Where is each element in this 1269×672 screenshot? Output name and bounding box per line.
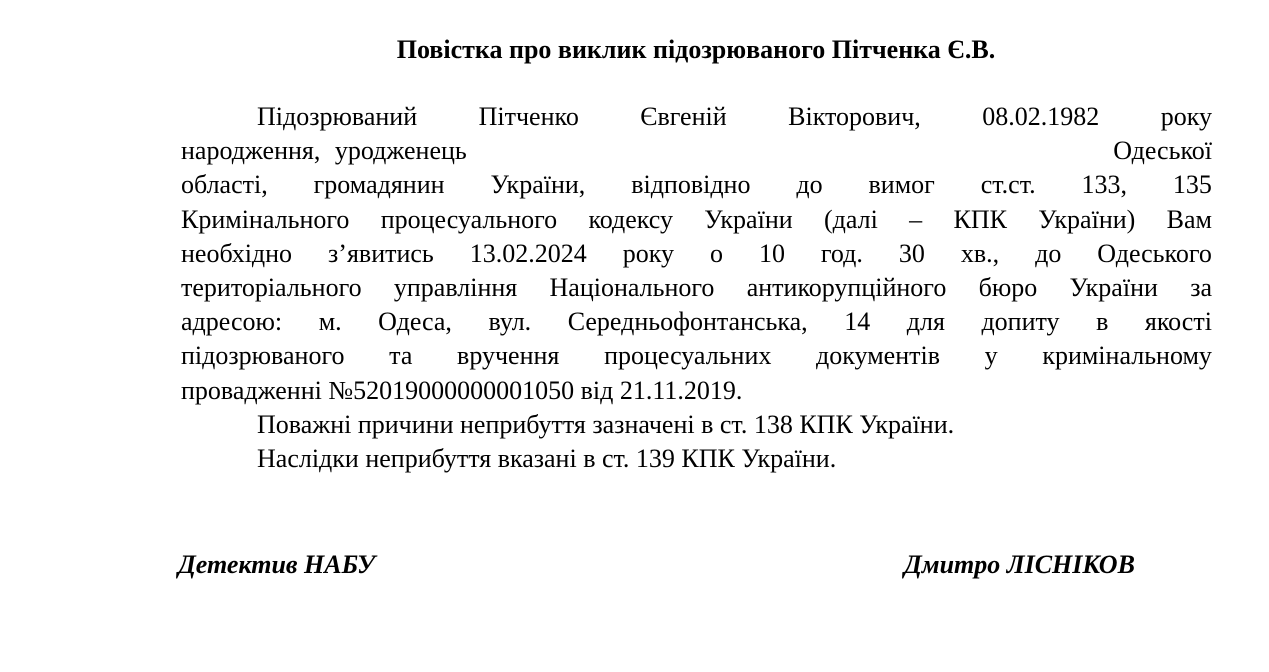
word: ст.ст.	[980, 170, 1036, 200]
word: територіального	[181, 272, 362, 302]
word: 30	[898, 238, 925, 268]
word: Одеської	[1113, 136, 1212, 166]
word: антикорупційного	[746, 272, 947, 302]
word: 135	[1172, 170, 1212, 200]
word: народження,	[181, 136, 321, 166]
word: якості	[1144, 307, 1212, 337]
word: за	[1190, 272, 1212, 302]
word: громадянин	[313, 170, 445, 200]
signature-position: Детектив НАБУ	[178, 550, 376, 579]
word: Кримінального	[181, 204, 350, 234]
word: України)	[1038, 204, 1136, 234]
word: у	[984, 341, 998, 371]
word: Вам	[1166, 204, 1212, 234]
document-body	[181, 100, 1212, 476]
word: України	[704, 204, 793, 234]
word: процесуальних	[604, 341, 772, 371]
body-line-3	[181, 168, 1212, 202]
word: Середньофонтанська,	[567, 307, 808, 337]
word: Пітченко	[478, 102, 579, 131]
paragraph-absence-reasons: Поважні причини неприбуття зазначені в ст. 138 КПК України.	[257, 409, 955, 439]
word: підозрюваного	[181, 341, 345, 371]
word: необхідно	[181, 238, 293, 268]
word: року	[1160, 102, 1212, 131]
word: КПК	[953, 204, 1007, 234]
word: Вікторович,	[788, 102, 921, 131]
word: адресою:	[181, 307, 283, 337]
body-line-6	[181, 271, 1212, 305]
word: бюро	[978, 272, 1038, 302]
word: області,	[181, 170, 268, 200]
body-line-1	[181, 100, 1212, 134]
word: України,	[490, 170, 586, 200]
word: 10	[758, 238, 785, 268]
body-line-8	[181, 339, 1212, 373]
word: кодексу	[588, 204, 673, 234]
word: документів	[816, 341, 940, 371]
word: вручення	[457, 341, 560, 371]
word: та	[389, 341, 413, 371]
word: року	[622, 238, 674, 268]
word: 13.02.2024	[469, 238, 587, 268]
word: до	[1035, 238, 1062, 268]
signature-name: Дмитро ЛІСНІКОВ	[904, 550, 1135, 579]
body-line-2	[181, 134, 1212, 168]
word: України	[1069, 272, 1158, 302]
body-line-4	[181, 203, 1212, 237]
word: для	[906, 307, 945, 337]
word: допиту	[981, 307, 1060, 337]
word: процесуального	[380, 204, 558, 234]
word: хв.,	[960, 238, 1000, 268]
word: 14	[844, 307, 871, 337]
word: о	[709, 238, 723, 268]
word: з’явитись	[328, 238, 434, 268]
word: уродженець	[334, 136, 467, 166]
word: вимог	[868, 170, 935, 200]
word: –	[909, 204, 923, 234]
word: Підозрюваний	[257, 102, 418, 131]
body-line-9: провадженні №52019000000001050 від 21.11.2019.	[181, 375, 743, 405]
word: до	[796, 170, 823, 200]
word: Євгеній	[640, 102, 727, 131]
word: відповідно	[631, 170, 751, 200]
word: 08.02.1982	[982, 102, 1100, 131]
paragraph-absence-consequences: Наслідки неприбуття вказані в ст. 139 КПК України.	[257, 443, 837, 473]
word: кримінальному	[1042, 341, 1212, 371]
word: (далі	[823, 204, 878, 234]
word: Одеського	[1097, 238, 1212, 268]
word: 133,	[1081, 170, 1127, 200]
word: год.	[820, 238, 863, 268]
word: в	[1096, 307, 1109, 337]
word: управління	[393, 272, 518, 302]
word: Одеса,	[378, 307, 452, 337]
body-line-7	[181, 305, 1212, 339]
word: м.	[318, 307, 342, 337]
body-line-5	[181, 237, 1212, 271]
word: Національного	[549, 272, 715, 302]
document-title: Повістка про виклик підозрюваного Пітченка Є.В.	[396, 35, 996, 64]
word: вул.	[488, 307, 532, 337]
